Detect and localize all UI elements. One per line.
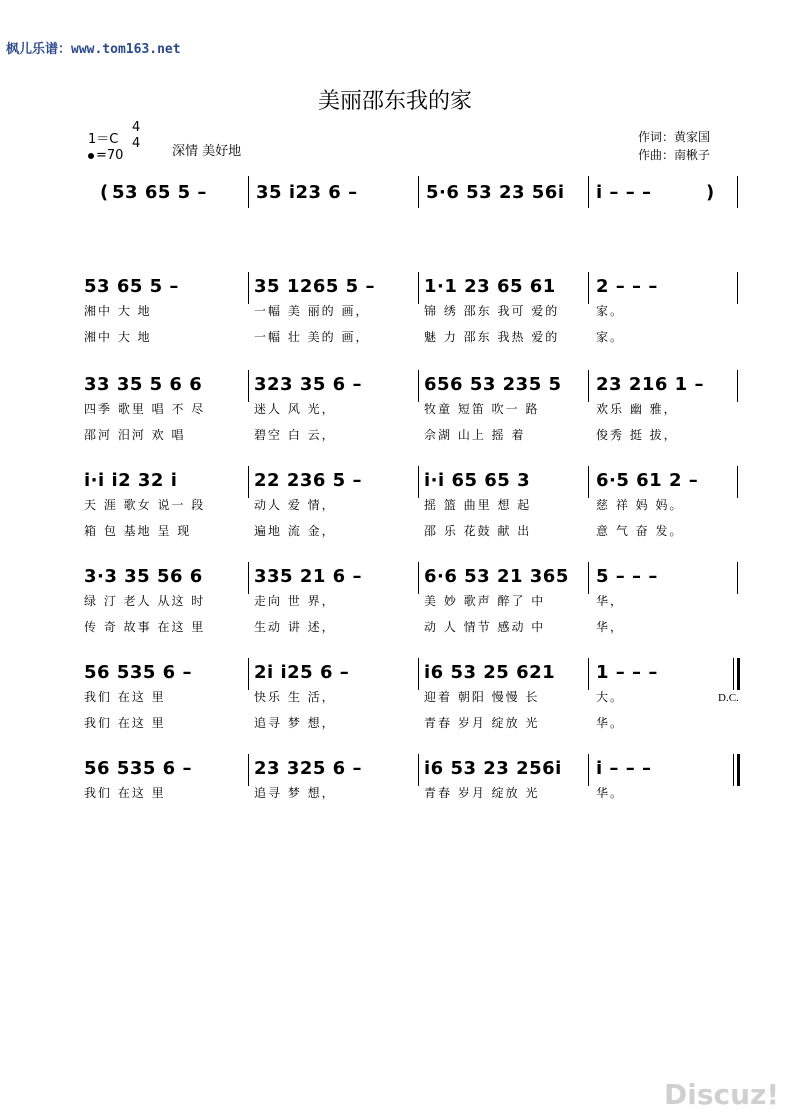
measure-notes: 22 236 5 –: [254, 470, 362, 491]
score-line: [0, 272, 790, 342]
bar-line: [588, 272, 589, 304]
lyric-verse-2: 追寻 梦 想，: [254, 716, 336, 730]
bar-line: [418, 370, 419, 402]
lyric-verse-1: 绿 汀 老人 从这 时: [84, 594, 206, 608]
bar-line: [248, 658, 249, 690]
bar-line: [248, 754, 249, 786]
bar-line: [733, 658, 734, 690]
bar-line: [737, 466, 738, 498]
composer-credit: 作曲：南楸子: [638, 148, 711, 162]
time-signature: [132, 120, 140, 152]
measure-notes: 2i i25 6 –: [254, 662, 350, 683]
bar-line: [737, 176, 738, 208]
time-sig-bottom: 4: [132, 136, 141, 151]
intro-measure: i – – –: [596, 182, 652, 203]
lyric-verse-1: 湘中 大 地: [84, 304, 152, 318]
lyric-verse-2: 俊秀 挺 拔，: [596, 428, 678, 442]
site-url[interactable]: 枫儿乐谱：www.tom163.net: [6, 42, 181, 57]
measure-notes: 2 – – –: [596, 276, 658, 297]
lyric-verse-1: 迎着 朝阳 慢慢 长: [424, 690, 540, 704]
score-line: [0, 562, 790, 632]
lyric-verse-1: 四季 歌里 唱 不 尽: [84, 402, 206, 416]
lyric-verse-2: 青春 岁月 绽放 光: [424, 716, 540, 730]
forum-watermark: Discuz!: [664, 1078, 780, 1111]
lyric-verse-2: 遍地 流 金，: [254, 524, 336, 538]
measure-notes: 3·3 35 56 6: [84, 566, 203, 587]
bar-line: [418, 272, 419, 304]
score-line: [0, 370, 790, 440]
lyric-verse-2: 生动 讲 述，: [254, 620, 336, 634]
measure-notes: 1·1 23 65 61: [424, 276, 556, 297]
lyric-verse-1: 摇 篮 曲里 想 起: [424, 498, 532, 512]
lyric-verse-1: 慈 祥 妈 妈。: [596, 498, 684, 512]
lyric-verse-2: 意 气 奋 发。: [596, 524, 684, 538]
measure-notes: i6 53 25 621: [424, 662, 556, 683]
measure-notes: i·i i2 32 i: [84, 470, 178, 491]
lyric-verse-1: 华。: [596, 786, 625, 800]
measure-notes: 56 535 6 –: [84, 758, 192, 779]
lyric-verse-2: 碧空 白 云，: [254, 428, 336, 442]
bar-line: [418, 176, 419, 208]
lyric-verse-2: 华。: [596, 716, 625, 730]
measure-notes: 6·6 53 21 365: [424, 566, 569, 587]
lyric-verse-2: 一幅 壮 美的 画，: [254, 330, 370, 344]
measure-notes: 35 1265 5 –: [254, 276, 375, 297]
bar-line: [418, 562, 419, 594]
lyricist-credit: 作词：黄家国: [638, 130, 711, 144]
lyric-verse-1: 走向 世 界，: [254, 594, 336, 608]
lyric-verse-1: 迷人 风 光，: [254, 402, 336, 416]
lyric-verse-1: 华，: [596, 594, 625, 608]
lyric-verse-1: 大。: [596, 690, 625, 704]
measure-notes: 56 535 6 –: [84, 662, 192, 683]
final-bar-line: [737, 658, 740, 690]
quarter-note-icon: [88, 153, 94, 159]
bar-line: [248, 466, 249, 498]
lyric-verse-1: 我们 在这 里: [84, 786, 166, 800]
bar-line: [248, 562, 249, 594]
measure-notes: 323 35 6 –: [254, 374, 362, 395]
lyric-verse-1: 欢乐 幽 雅，: [596, 402, 678, 416]
lyric-verse-1: 家。: [596, 304, 625, 318]
lyric-verse-2: 邵 乐 花鼓 献 出: [424, 524, 532, 538]
measure-notes: 5 – – –: [596, 566, 658, 587]
lyric-verse-2: 箱 包 基地 呈 现: [84, 524, 192, 538]
bar-line: [248, 176, 249, 208]
lyric-verse-1: 追寻 梦 想，: [254, 786, 336, 800]
bar-line: [588, 466, 589, 498]
measure-notes: 6·5 61 2 –: [596, 470, 699, 491]
lyric-verse-1: 快乐 生 活，: [254, 690, 336, 704]
intro-open-paren: (: [100, 182, 109, 203]
measure-notes: 33 35 5 6 6: [84, 374, 203, 395]
bar-line: [588, 754, 589, 786]
lyric-verse-2: 佘湖 山上 摇 着: [424, 428, 526, 442]
lyric-verse-1: 美 妙 歌声 醉了 中: [424, 594, 546, 608]
measure-notes: 53 65 5 –: [84, 276, 179, 297]
bar-line: [588, 658, 589, 690]
bar-line: [248, 272, 249, 304]
intro-close-paren: ): [706, 182, 715, 203]
tempo-marking: [88, 148, 123, 163]
dc-marking: D.C.: [718, 692, 739, 704]
score-line: [0, 466, 790, 536]
lyric-verse-1: 动人 爱 情，: [254, 498, 336, 512]
bar-line: [588, 562, 589, 594]
lyric-verse-1: 天 涯 歌女 说一 段: [84, 498, 206, 512]
lyric-verse-1: 牧童 短笛 吹一 路: [424, 402, 540, 416]
lyric-verse-2: 家。: [596, 330, 625, 344]
bar-line: [733, 754, 734, 786]
bar-line: [588, 370, 589, 402]
measure-notes: i·i 65 65 3: [424, 470, 531, 491]
bar-line: [737, 370, 738, 402]
bar-line: [248, 370, 249, 402]
bar-line: [418, 754, 419, 786]
intro-measure: 35 i23 6 –: [256, 182, 358, 203]
key-signature: 1＝C: [88, 132, 119, 147]
lyric-verse-1: 青春 岁月 绽放 光: [424, 786, 540, 800]
bar-line: [588, 176, 589, 208]
bar-line: [737, 272, 738, 304]
lyric-verse-2: 动 人 情节 感动 中: [424, 620, 546, 634]
measure-notes: 335 21 6 –: [254, 566, 362, 587]
lyric-verse-2: 湘中 大 地: [84, 330, 152, 344]
score-line: [0, 754, 790, 824]
lyric-verse-1: 我们 在这 里: [84, 690, 166, 704]
intro-measure: 53 65 5 –: [112, 182, 207, 203]
time-sig-top: 4: [132, 120, 141, 135]
lyric-verse-2: 邵河 汨河 欢 唱: [84, 428, 186, 442]
measure-notes: 656 53 235 5: [424, 374, 562, 395]
song-title: 美丽邵东我的家: [317, 89, 472, 114]
expression-marking: 深情 美好地: [172, 144, 242, 159]
score-line: [0, 658, 790, 728]
tempo-value: =70: [96, 148, 124, 163]
intro-line: [0, 176, 790, 246]
lyric-verse-2: 我们 在这 里: [84, 716, 166, 730]
measure-notes: i – – –: [596, 758, 652, 779]
measure-notes: i6 53 23 256i: [424, 758, 562, 779]
final-bar-line: [737, 754, 740, 786]
bar-line: [737, 562, 738, 594]
bar-line: [418, 466, 419, 498]
lyric-verse-2: 魅 力 邵东 我热 爱的: [424, 330, 560, 344]
lyric-verse-1: 锦 绣 邵东 我可 爱的: [424, 304, 560, 318]
intro-measure: 5·6 53 23 56i: [426, 182, 565, 203]
bar-line: [418, 658, 419, 690]
measure-notes: 1 – – –: [596, 662, 658, 683]
lyric-verse-1: 一幅 美 丽的 画，: [254, 304, 370, 318]
lyric-verse-2: 传 奇 故事 在这 里: [84, 620, 206, 634]
measure-notes: 23 216 1 –: [596, 374, 704, 395]
measure-notes: 23 325 6 –: [254, 758, 362, 779]
lyric-verse-2: 华，: [596, 620, 625, 634]
